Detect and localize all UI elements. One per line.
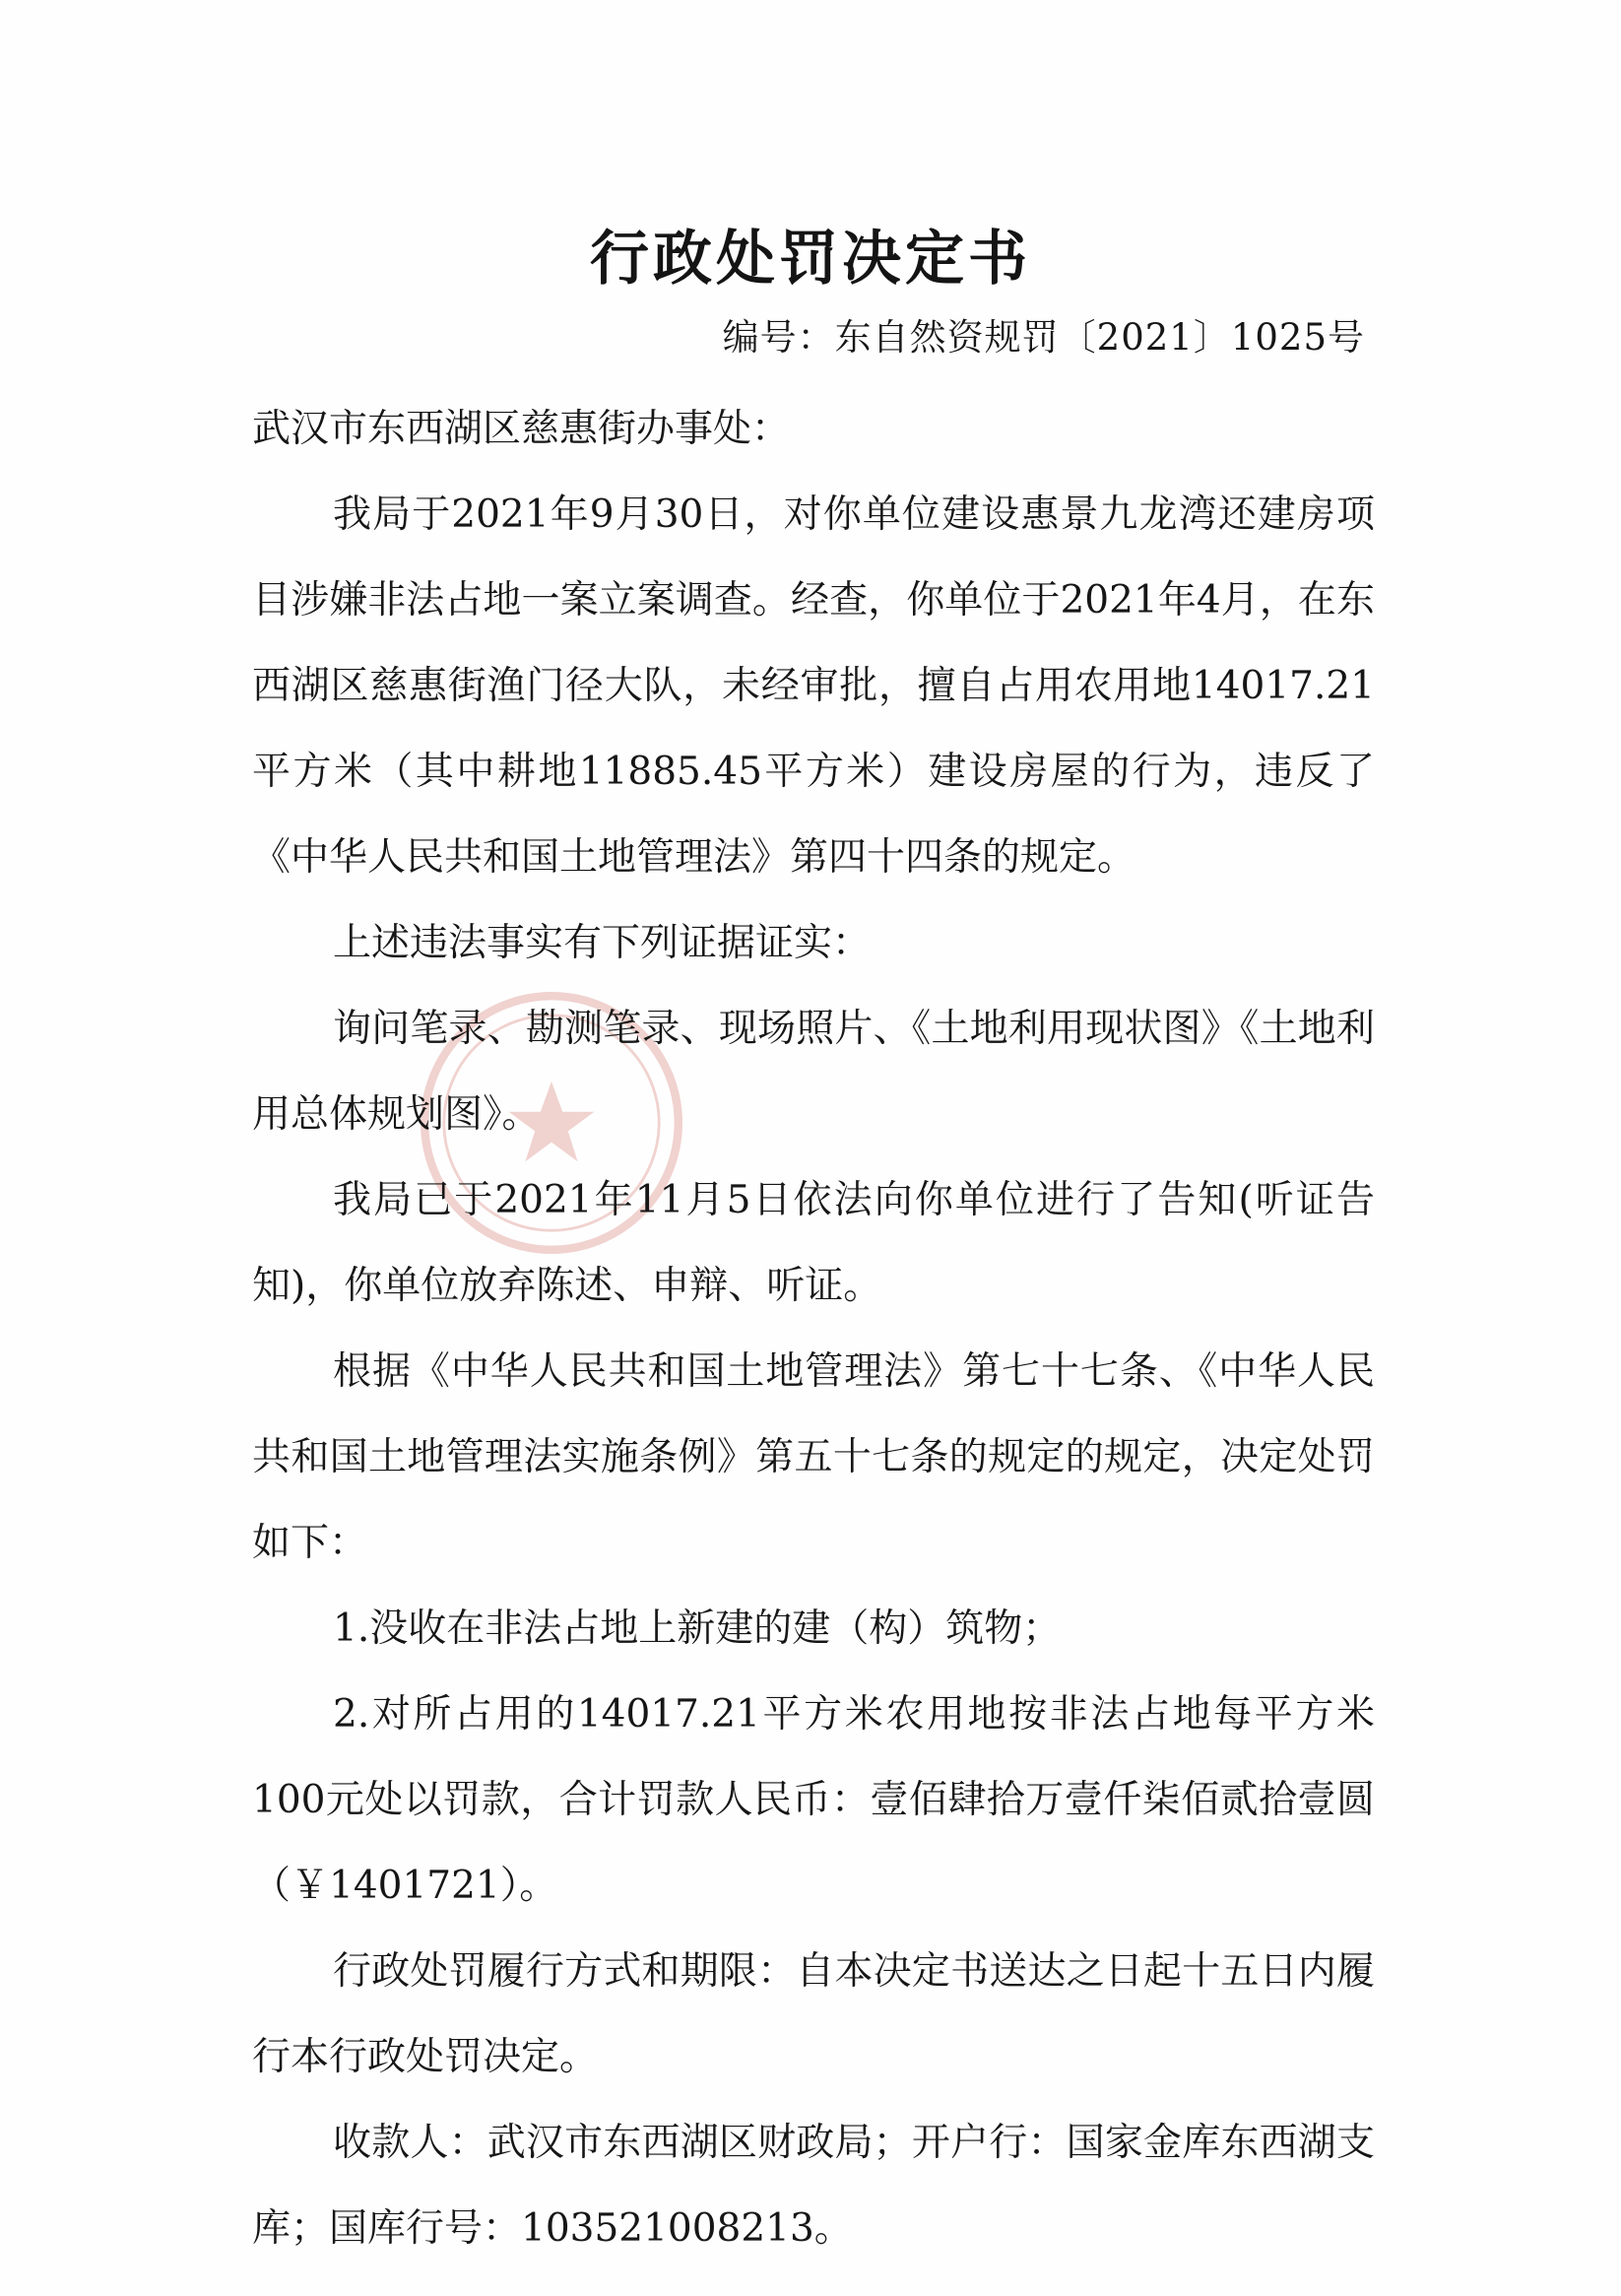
paragraph-evidence-intro: 上述违法事实有下列证据证实： [333,921,872,965]
paragraph-notice: 我局已于2021年11月5日依法向你单位进行了告知(听证告知)，你单位放弃陈述、申辩、听证。 [252,1178,1375,1308]
paragraph-payee: 收款人：武汉市东西湖区财政局；开户行：国家金库东西湖支库；国库行号：103521008213。 [252,2121,1375,2251]
paragraph-legal-basis: 根据《中华人民共和国土地管理法》第七十七条、《中华人民共和国土地管理法实施条例》第五十七条的规定的规定，决定处罚如下： [252,1349,1375,1565]
document-number: 编号：东自然资规罚〔2021〕1025号 [722,316,1365,359]
penalty-item-1: 1.没收在非法占地上新建的建（构）筑物； [333,1607,1062,1651]
paragraph-facts: 我局于2021年9月30日，对你单位建设惠景九龙湾还建房项目涉嫌非法占地一案立案调查。经查，你单位于2021年4月，在东西湖区慈惠街渔门径大队，未经审批，擅自占用农用地14017.21平方米（其中耕地11885.45平方米）建设房屋的行为，违反了《中华人民共和国土地管理法》第四十四条的规定。 [252,492,1375,880]
paragraph-performance: 行政处罚履行方式和期限：自本决定书送达之日起十五日内履行本行政处罚决定。 [252,1949,1375,2079]
paragraph-evidence-list: 询问笔录、勘测笔录、现场照片、《土地利用现状图》《土地利用总体规划图》。 [252,1007,1375,1137]
penalty-item-2: 2.对所占用的14017.21平方米农用地按非法占地每平方米100元处以罚款，合计罚款人民币：壹佰肆拾万壹仟柒佰贰拾壹圆（￥1401721）。 [252,1692,1375,1908]
addressee: 武汉市东西湖区慈惠街办事处： [252,407,791,451]
document-title: 行政处罚决定书 [590,225,1031,294]
document-body [252,386,1375,2271]
